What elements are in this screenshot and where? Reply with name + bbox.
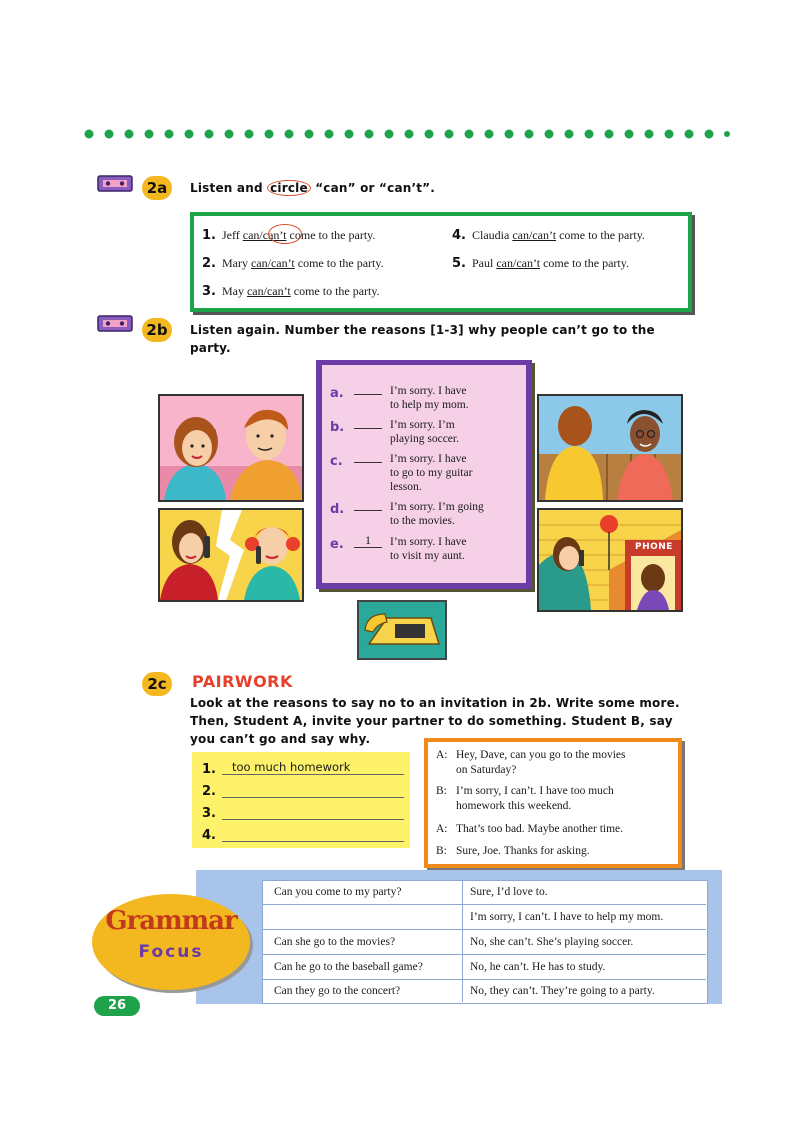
- reason-text: to go to my guitar: [390, 467, 473, 479]
- list-answer-field[interactable]: too much homework: [222, 760, 404, 775]
- reason-letter: b.: [330, 420, 345, 435]
- grammar-answer: No, he can’t. He has to study.: [470, 961, 606, 973]
- pairwork-title: PAIRWORK: [192, 672, 293, 691]
- item-rest: come to the party.: [556, 228, 645, 242]
- grammar-row: [262, 930, 706, 955]
- dialogue-text: Hey, Dave, can you go to the movies: [456, 749, 626, 761]
- section-2b-instruction: [190, 321, 655, 357]
- grammar-answer: No, they can’t. They’re going to a party.: [470, 985, 655, 997]
- speaker-label: B:: [436, 845, 447, 857]
- reason-blank[interactable]: [354, 428, 382, 429]
- list-row: [202, 760, 406, 780]
- phone-sign: PHONE: [635, 542, 673, 552]
- grammar-focus-subtitle: Focus: [138, 942, 204, 962]
- reason-text: I’m sorry. I’m going: [390, 501, 484, 513]
- item-number: 5.: [452, 256, 466, 271]
- list-row: [202, 804, 406, 824]
- reason-text: to the movies.: [390, 515, 455, 527]
- dialogue-text: on Saturday?: [456, 764, 517, 776]
- dialogue-line: [436, 844, 590, 859]
- dialogue-line: [436, 822, 624, 837]
- answer-circle: [268, 224, 302, 244]
- reason-text: I’m sorry. I have: [390, 536, 467, 548]
- reason-item: [330, 500, 484, 527]
- reason-item: [330, 418, 459, 445]
- reason-letter: a.: [330, 386, 344, 401]
- dialogue-line: [436, 748, 626, 776]
- item-rest: come to the party.: [540, 256, 629, 270]
- choice-text[interactable]: can/can’t: [250, 256, 295, 270]
- dialogue-text: Sure, Joe. Thanks for asking.: [456, 845, 590, 857]
- page-number: 26: [94, 996, 140, 1016]
- list-number: 3.: [202, 806, 216, 821]
- reason-text: I’m sorry. I have: [390, 385, 467, 397]
- grammar-question: Can they go to the concert?: [274, 985, 401, 997]
- grammar-answer: No, she can’t. She’s playing soccer.: [470, 936, 634, 948]
- illustration-phone-booth: [537, 508, 683, 612]
- reason-text: lesson.: [390, 481, 422, 493]
- reason-item: [330, 533, 467, 562]
- illustration-phone-call: [158, 508, 304, 602]
- choice-text[interactable]: can/can’t: [512, 228, 557, 242]
- section-2b-badge: 2b: [142, 318, 172, 342]
- dialogue-line: [436, 784, 614, 812]
- list-item: [452, 228, 645, 243]
- reason-text: I’m sorry. I have: [390, 453, 467, 465]
- instruction-line: Then, Student A, invite your partner to do something. Student B, say: [190, 714, 673, 728]
- choice-text[interactable]: can/can’t: [496, 256, 541, 270]
- dialogue-text: I’m sorry, I can’t. I have too much: [456, 785, 614, 797]
- list-item: [202, 284, 380, 299]
- grammar-question: Can you come to my party?: [274, 886, 402, 898]
- item-number: 4.: [452, 228, 466, 243]
- reason-text: to help my mom.: [390, 399, 469, 411]
- instruction-circle-word: circle: [267, 180, 311, 196]
- reason-blank[interactable]: [354, 394, 382, 395]
- grammar-row: [262, 980, 706, 1002]
- list-number: 4.: [202, 828, 216, 843]
- speaker-label: A:: [436, 749, 448, 761]
- choice-text[interactable]: can/can’t: [242, 228, 287, 242]
- cassette-icon: [96, 314, 136, 334]
- instruction-line: Listen again. Number the reasons [1-3] why people can’t go to the: [190, 323, 655, 337]
- illustration-neighbors-fence: [537, 394, 683, 502]
- item-number: 3.: [202, 284, 216, 299]
- reason-blank[interactable]: 1: [354, 534, 382, 548]
- grammar-question: Can she go to the movies?: [274, 936, 396, 948]
- reason-blank[interactable]: [354, 510, 382, 511]
- instruction-text: Listen and: [190, 181, 268, 195]
- list-number: 2.: [202, 784, 216, 799]
- reason-text: I’m sorry. I’m: [390, 419, 455, 431]
- reason-item: [330, 452, 473, 493]
- reason-text: playing soccer.: [390, 433, 459, 445]
- section-2a-instruction: [190, 181, 435, 195]
- reason-item: [330, 384, 469, 411]
- illustration-telephone: [357, 600, 447, 660]
- item-number: 1.: [202, 228, 216, 243]
- dialogue-text: homework this weekend.: [456, 800, 572, 812]
- grammar-row: [262, 905, 706, 930]
- grammar-answer: I’m sorry, I can’t. I have to help my mom.: [470, 911, 664, 923]
- list-answer-field[interactable]: [222, 826, 404, 842]
- instruction-line: Look at the reasons to say no to an invitation in 2b. Write some more.: [190, 696, 680, 710]
- instruction-line: you can’t go and say why.: [190, 732, 371, 746]
- choice-text[interactable]: can/can’t: [246, 284, 291, 298]
- grammar-question: Can he go to the baseball game?: [274, 961, 423, 973]
- item-name: Paul: [471, 256, 497, 270]
- item-rest: come to the party.: [290, 284, 380, 298]
- illustration-friends-talking: [158, 394, 304, 502]
- list-number: 1.: [202, 762, 216, 777]
- item-rest: come to the party.: [294, 256, 384, 270]
- list-answer-field[interactable]: [222, 804, 404, 820]
- list-item: [452, 256, 629, 271]
- dialogue-text: That’s too bad. Maybe another time.: [456, 823, 624, 835]
- grammar-focus-title: Grammar: [105, 906, 237, 936]
- list-item: [202, 256, 384, 271]
- item-name: Mary: [221, 256, 251, 270]
- dotted-divider: [0, 124, 730, 144]
- speaker-label: A:: [436, 823, 448, 835]
- item-number: 2.: [202, 256, 216, 271]
- section-2a-badge: 2a: [142, 176, 172, 200]
- reason-letter: e.: [330, 537, 344, 552]
- cassette-icon: [96, 174, 136, 194]
- item-name: Claudia: [471, 228, 513, 242]
- speaker-label: B:: [436, 785, 447, 797]
- item-name: May: [221, 284, 247, 298]
- reason-letter: d.: [330, 502, 345, 517]
- list-row: [202, 826, 406, 846]
- item-name: Jeff: [221, 228, 243, 242]
- instruction-text: “can” or “can’t”.: [310, 181, 436, 195]
- reason-blank[interactable]: [354, 462, 382, 463]
- list-row: [202, 782, 406, 802]
- grammar-answer: Sure, I’d love to.: [470, 886, 548, 898]
- reason-text: to visit my aunt.: [390, 550, 465, 562]
- reason-letter: c.: [330, 454, 343, 469]
- section-2c-badge: 2c: [142, 672, 172, 696]
- list-answer-field[interactable]: [222, 782, 404, 798]
- item-rest: come to the party.: [286, 228, 376, 242]
- instruction-line: party.: [190, 341, 231, 355]
- grammar-row: [262, 880, 706, 905]
- grammar-row: [262, 955, 706, 980]
